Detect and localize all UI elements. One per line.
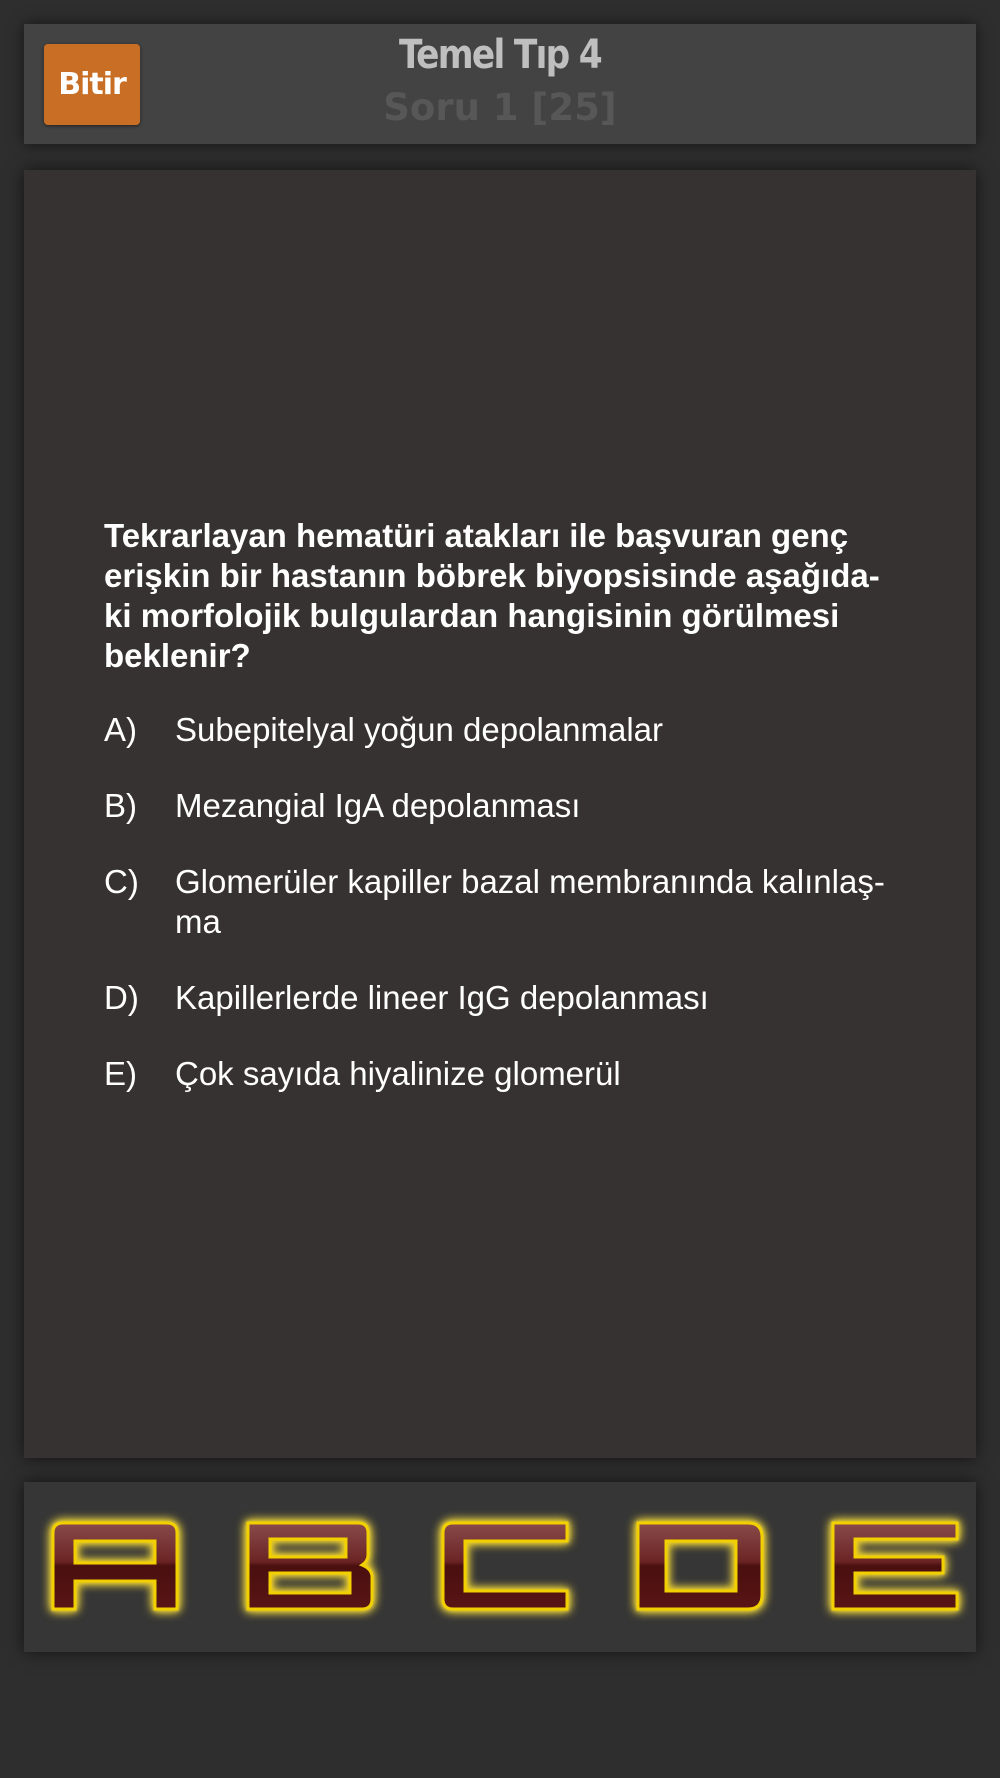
letter-d-icon <box>636 1521 764 1611</box>
letter-c-icon <box>441 1521 569 1611</box>
answer-button-b[interactable] <box>246 1521 374 1611</box>
option-letter: D) <box>104 979 139 1016</box>
option-letter: A) <box>104 711 137 748</box>
option-d <box>104 978 904 1018</box>
answer-button-d[interactable] <box>636 1521 764 1611</box>
answer-button-a[interactable] <box>51 1521 179 1611</box>
letter-a-icon <box>51 1521 179 1611</box>
answer-button-c[interactable] <box>441 1521 569 1611</box>
option-letter: E) <box>104 1055 137 1092</box>
option-letter: B) <box>104 787 137 824</box>
option-letter: C) <box>104 863 139 900</box>
quiz-title: Temel Tıp 4 <box>398 32 602 78</box>
option-c <box>104 862 904 942</box>
option-text: Mezangial IgA depolanması <box>175 787 581 824</box>
option-a <box>104 710 904 750</box>
option-text: Çok sayıda hiyalinize glomerül <box>175 1055 621 1092</box>
answer-bar <box>24 1482 976 1652</box>
option-text: Glomerüler kapiller bazal membranında kalınlaş-ma <box>175 863 885 940</box>
letter-b-icon <box>246 1521 374 1611</box>
option-text: Kapillerlerde lineer IgG depolanması <box>175 979 709 1016</box>
option-b <box>104 786 904 826</box>
finish-button[interactable]: Bitir <box>44 44 140 125</box>
question-panel <box>24 170 976 1458</box>
question-counter: Soru 1 [25] <box>383 86 617 129</box>
answer-button-e[interactable] <box>831 1521 959 1611</box>
option-e <box>104 1054 904 1094</box>
option-text: Subepitelyal yoğun depolanmalar <box>175 711 664 748</box>
header-bar <box>24 24 976 144</box>
letter-e-icon <box>831 1521 959 1611</box>
question-text: Tekrarlayan hematüri atakları ile başvuran genç erişkin bir hastanın böbrek biyopsisinde aşağıda-ki morfolojik bulgulardan hangisinin görülmesi beklenir? <box>104 517 880 674</box>
